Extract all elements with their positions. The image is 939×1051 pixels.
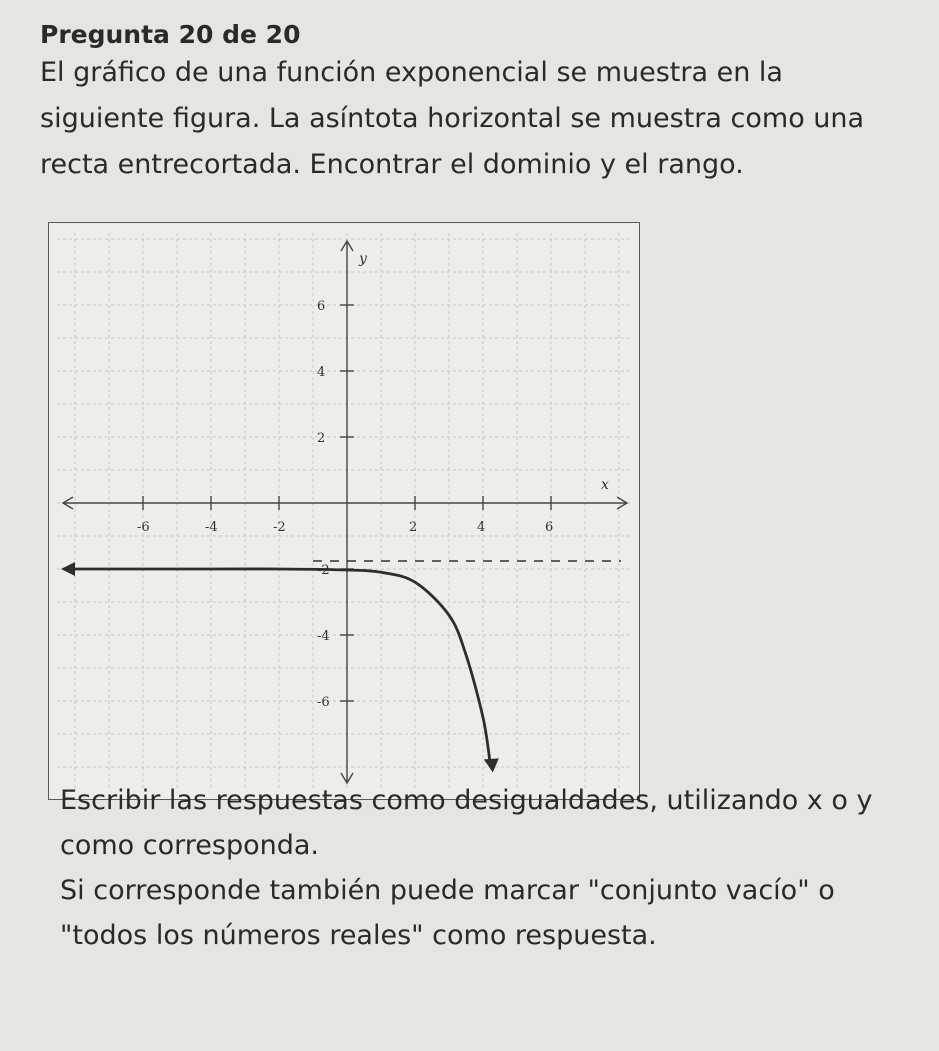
x-tick-label: -2 <box>273 520 286 535</box>
y-axis-label: y <box>359 251 367 267</box>
y-tick-label: 2 <box>317 431 326 446</box>
graph-box <box>48 222 640 800</box>
instructions <box>60 778 920 958</box>
instructions-line-2: Si corresponde también puede marcar "conjunto vacío" o "todos los números reales" como respuesta. <box>60 875 835 951</box>
instructions-line-1: Escribir las respuestas como desigualdades, utilizando x o y como corresponda. <box>60 785 873 861</box>
y-tick-label: -2 <box>317 563 330 578</box>
exponential-graph <box>49 223 641 801</box>
ticks <box>137 299 553 710</box>
x-axis-label: x <box>601 477 609 493</box>
y-tick-label: -6 <box>317 695 330 710</box>
axes <box>63 241 627 783</box>
x-tick-label: 4 <box>477 520 486 535</box>
x-tick-label: 6 <box>545 520 554 535</box>
x-tick-label: -4 <box>205 520 218 535</box>
y-tick-label: 6 <box>317 299 326 314</box>
question-header: Pregunta 20 de 20 <box>40 20 301 49</box>
curve-arrow-down-icon <box>484 758 499 772</box>
y-tick-label: -4 <box>317 629 330 644</box>
x-tick-label: 2 <box>409 520 418 535</box>
x-tick-label: -6 <box>137 520 150 535</box>
function-curve <box>71 569 490 760</box>
y-tick-label: 4 <box>317 365 326 380</box>
grid <box>57 233 633 791</box>
question-text: El gráfico de una función exponencial se muestra en la siguiente figura. La asíntota horizontal se muestra como una recta entrecortada. Encontrar el dominio y el rango. <box>40 57 865 180</box>
curve-arrow-left-icon <box>61 562 75 576</box>
